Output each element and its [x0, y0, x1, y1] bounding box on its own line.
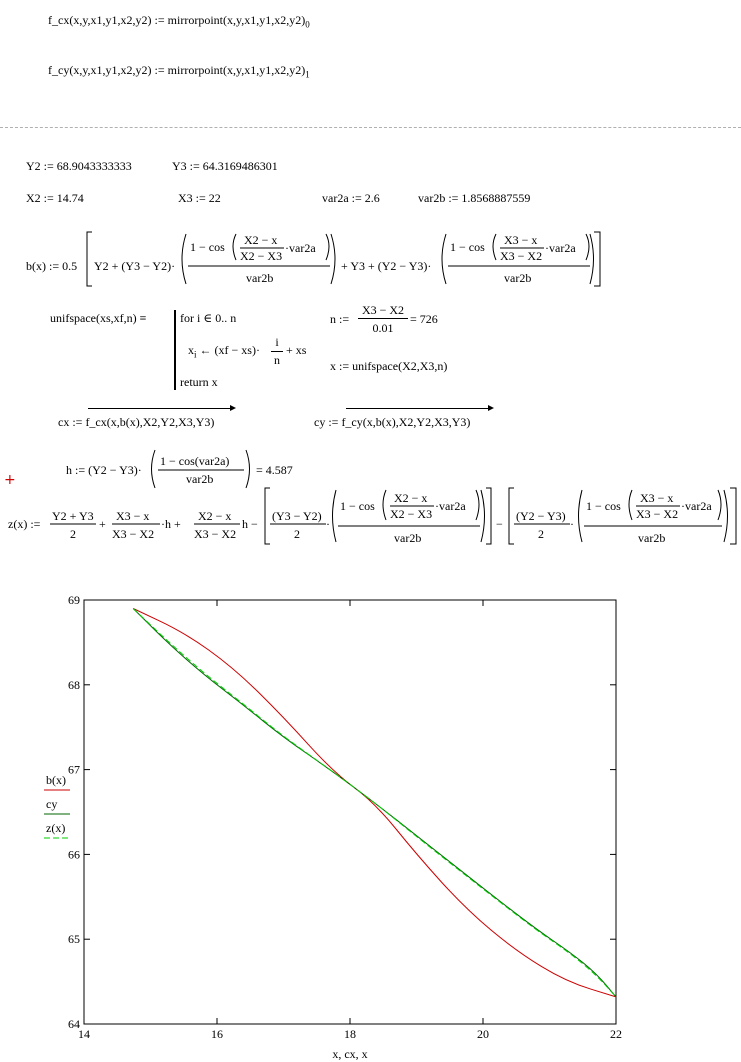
y3-definition[interactable]: Y3 := 64.3169486301: [172, 159, 278, 173]
z-minus: −: [496, 517, 503, 531]
program-line-return[interactable]: return x: [180, 375, 218, 389]
z-t3-num: X2 − x: [198, 509, 232, 523]
z-lhs: z(x) :=: [8, 517, 41, 531]
x-tick-label: 16: [211, 1027, 223, 1041]
assign-op: :=: [154, 63, 165, 77]
z-varb2: var2b: [638, 531, 666, 545]
cy-vectorize-bar: [346, 408, 488, 409]
paren1-left: [182, 234, 186, 284]
paren2-right: [590, 234, 594, 284]
f-cy-subscript: 1: [305, 69, 310, 80]
paren2-left: [442, 234, 446, 284]
n-lhs[interactable]: n :=: [330, 312, 350, 326]
f-cy-definition[interactable]: [48, 62, 310, 82]
dot-op-2: ·: [570, 517, 574, 531]
h-lhs: h := (Y2 − Y3)·: [66, 463, 142, 477]
z-t5-num: (Y2 − Y3): [516, 509, 566, 523]
z-paren2-left: [579, 490, 583, 542]
z-h2: h −: [242, 517, 258, 531]
b-cos1: 1 − cos: [190, 240, 225, 254]
b-vara1: ·var2a: [285, 241, 316, 255]
var2a-definition[interactable]: var2a := 2.6: [322, 191, 380, 205]
h-num: 1 − cos(var2a): [160, 454, 230, 468]
z-bracket1-right: [486, 488, 491, 544]
x2-definition[interactable]: X2 := 14.74: [26, 191, 84, 205]
legend-label: b(x): [46, 773, 66, 787]
assign-arrow-expr: ← (xf − xs)·: [199, 343, 260, 357]
z-vara2: ·var2a: [681, 499, 712, 513]
z-c2-den: X3 − X2: [636, 507, 679, 521]
h-den: var2b: [186, 472, 214, 486]
z-bracket1-left: [265, 488, 270, 544]
program-line-for[interactable]: for i ∈ 0.. n: [180, 311, 237, 325]
x-var: x: [188, 343, 194, 357]
f-cx-rhs: mirrorpoint(x,y,x1,y1,x2,y2): [167, 13, 306, 27]
dot-op: ·: [326, 517, 330, 531]
legend-label: z(x): [46, 821, 66, 835]
program-frac-num: i: [275, 335, 279, 349]
x-tick-label: 18: [344, 1027, 356, 1041]
y-tick-label: 69: [68, 593, 80, 607]
plot-frame: [84, 600, 616, 1024]
y-tick-label: 67: [68, 762, 80, 777]
z-t1-den: 2: [70, 527, 76, 541]
z-h1: ·h +: [161, 517, 181, 531]
b-den2: var2b: [504, 271, 532, 285]
cy-lhs: cy :=: [314, 415, 339, 429]
var2b-definition[interactable]: var2b := 1.8568887559: [418, 191, 531, 205]
y-tick-label: 68: [68, 677, 80, 692]
program-tail: + xs: [286, 343, 307, 357]
x-tick-label: 22: [610, 1027, 622, 1041]
f-cx-lhs: f_cx(x,y,x1,y1,x2,y2): [48, 13, 152, 27]
z-t2-den: X3 − X2: [112, 527, 155, 541]
cos2-paren-left: [493, 234, 496, 260]
plus-op: +: [99, 517, 106, 531]
xy-plot[interactable]: [0, 580, 741, 1062]
program-line-assign[interactable]: [188, 342, 260, 362]
legend-label: cy: [46, 797, 58, 811]
b-frac1-den: X2 − X3: [240, 249, 283, 263]
z-vara1: ·var2a: [435, 499, 466, 513]
z-t3-den: X3 − X2: [194, 527, 237, 541]
x-tick-label: 20: [477, 1027, 489, 1041]
i-subscript: i: [194, 349, 197, 360]
z-c2-num: X3 − x: [640, 491, 674, 505]
h-paren-left: [152, 450, 156, 488]
b-part1: Y2 + (Y3 − Y2)·: [94, 259, 176, 273]
z-cos1-paren-left: [383, 490, 386, 520]
z-cos1: 1 − cos: [340, 499, 375, 513]
y-tick-label: 65: [68, 932, 80, 947]
y-tick-label: 64: [68, 1017, 80, 1031]
n-den: 0.01: [372, 321, 394, 335]
z-cos2: 1 − cos: [586, 499, 621, 513]
cx-vectorize-bar: [88, 408, 230, 409]
z-t4-num: (Y3 − Y2): [272, 509, 322, 523]
cy-rhs: f_cy(x,b(x),X2,Y2,X3,Y3): [341, 415, 471, 429]
b-function-definition[interactable]: [0, 226, 741, 292]
y-tick-label: 66: [68, 847, 80, 862]
b-frac1-num: X2 − x: [244, 233, 278, 247]
f-cx-subscript: 0: [305, 19, 310, 30]
paren1-right: [331, 234, 335, 284]
outer-right-bracket: [594, 232, 600, 286]
z-paren1-right: [481, 490, 485, 542]
z-cos1-paren-right: [476, 490, 479, 520]
z-paren2-right: [724, 490, 728, 542]
outer-left-bracket: [87, 232, 92, 286]
z-t4-den: 2: [294, 527, 300, 541]
b-cos2: 1 − cos: [450, 240, 485, 254]
cos1-paren-left: [233, 234, 236, 260]
z-function-definition[interactable]: [0, 484, 741, 548]
x-tick-label: 14: [78, 1027, 90, 1041]
cy-vectorize-arrowhead: [488, 405, 494, 411]
b-den1: var2b: [246, 271, 274, 285]
cx-rhs: f_cx(x,b(x),X2,Y2,X3,Y3): [85, 415, 215, 429]
z-t2-num: X3 − x: [116, 509, 150, 523]
b-part2: + Y3 + (Y2 − Y3)·: [341, 259, 432, 273]
region-separator: [0, 127, 741, 128]
n-frac-bar: [358, 318, 408, 319]
b-vara2: ·var2a: [545, 241, 576, 255]
n-result: = 726: [410, 312, 438, 326]
insert-point-marker: +: [4, 472, 16, 488]
cos2-paren-right: [586, 234, 589, 260]
z-paren1-left: [333, 490, 337, 542]
h-result: = 4.587: [256, 463, 293, 477]
f-cy-lhs: f_cy(x,y,x1,y1,x2,y2): [48, 63, 152, 77]
cy-definition[interactable]: [314, 414, 470, 430]
z-bracket2-right: [730, 488, 736, 544]
z-t1-num: Y2 + Y3: [52, 509, 94, 523]
cos1-paren-right: [326, 234, 329, 260]
x-axis-label: x, cx, x: [332, 1047, 368, 1061]
h-paren-right: [246, 450, 250, 488]
program-bar: [174, 310, 176, 390]
z-cos2-paren-left: [629, 490, 632, 520]
f-cx-definition[interactable]: [48, 12, 310, 32]
n-num: X3 − X2: [361, 303, 405, 317]
cx-vectorize-arrowhead: [230, 405, 236, 411]
z-cos2-paren-right: [718, 490, 721, 520]
b-frac2-num: X3 − x: [504, 233, 538, 247]
y2-definition[interactable]: Y2 := 68.9043333333: [26, 159, 132, 173]
assign-op: :=: [154, 13, 165, 27]
z-c1-num: X2 − x: [394, 491, 428, 505]
x3-definition[interactable]: X3 := 22: [178, 191, 221, 205]
cx-definition[interactable]: [58, 414, 214, 430]
x-definition[interactable]: x := unifspace(X2,X3,n): [330, 359, 448, 373]
b-frac2-den: X3 − X2: [500, 249, 543, 263]
z-bracket2-left: [509, 488, 514, 544]
z-c1-den: X2 − X3: [390, 507, 433, 521]
z-t5-den: 2: [538, 527, 544, 541]
cx-lhs: cx :=: [58, 415, 83, 429]
unifspace-signature[interactable]: unifspace(xs,xf,n) ≡: [50, 311, 147, 325]
f-cy-rhs: mirrorpoint(x,y,x1,y1,x2,y2): [167, 63, 306, 77]
b-lhs: b(x) := 0.5: [26, 259, 78, 273]
program-frac-den: n: [274, 353, 280, 367]
z-varb1: var2b: [394, 531, 422, 545]
